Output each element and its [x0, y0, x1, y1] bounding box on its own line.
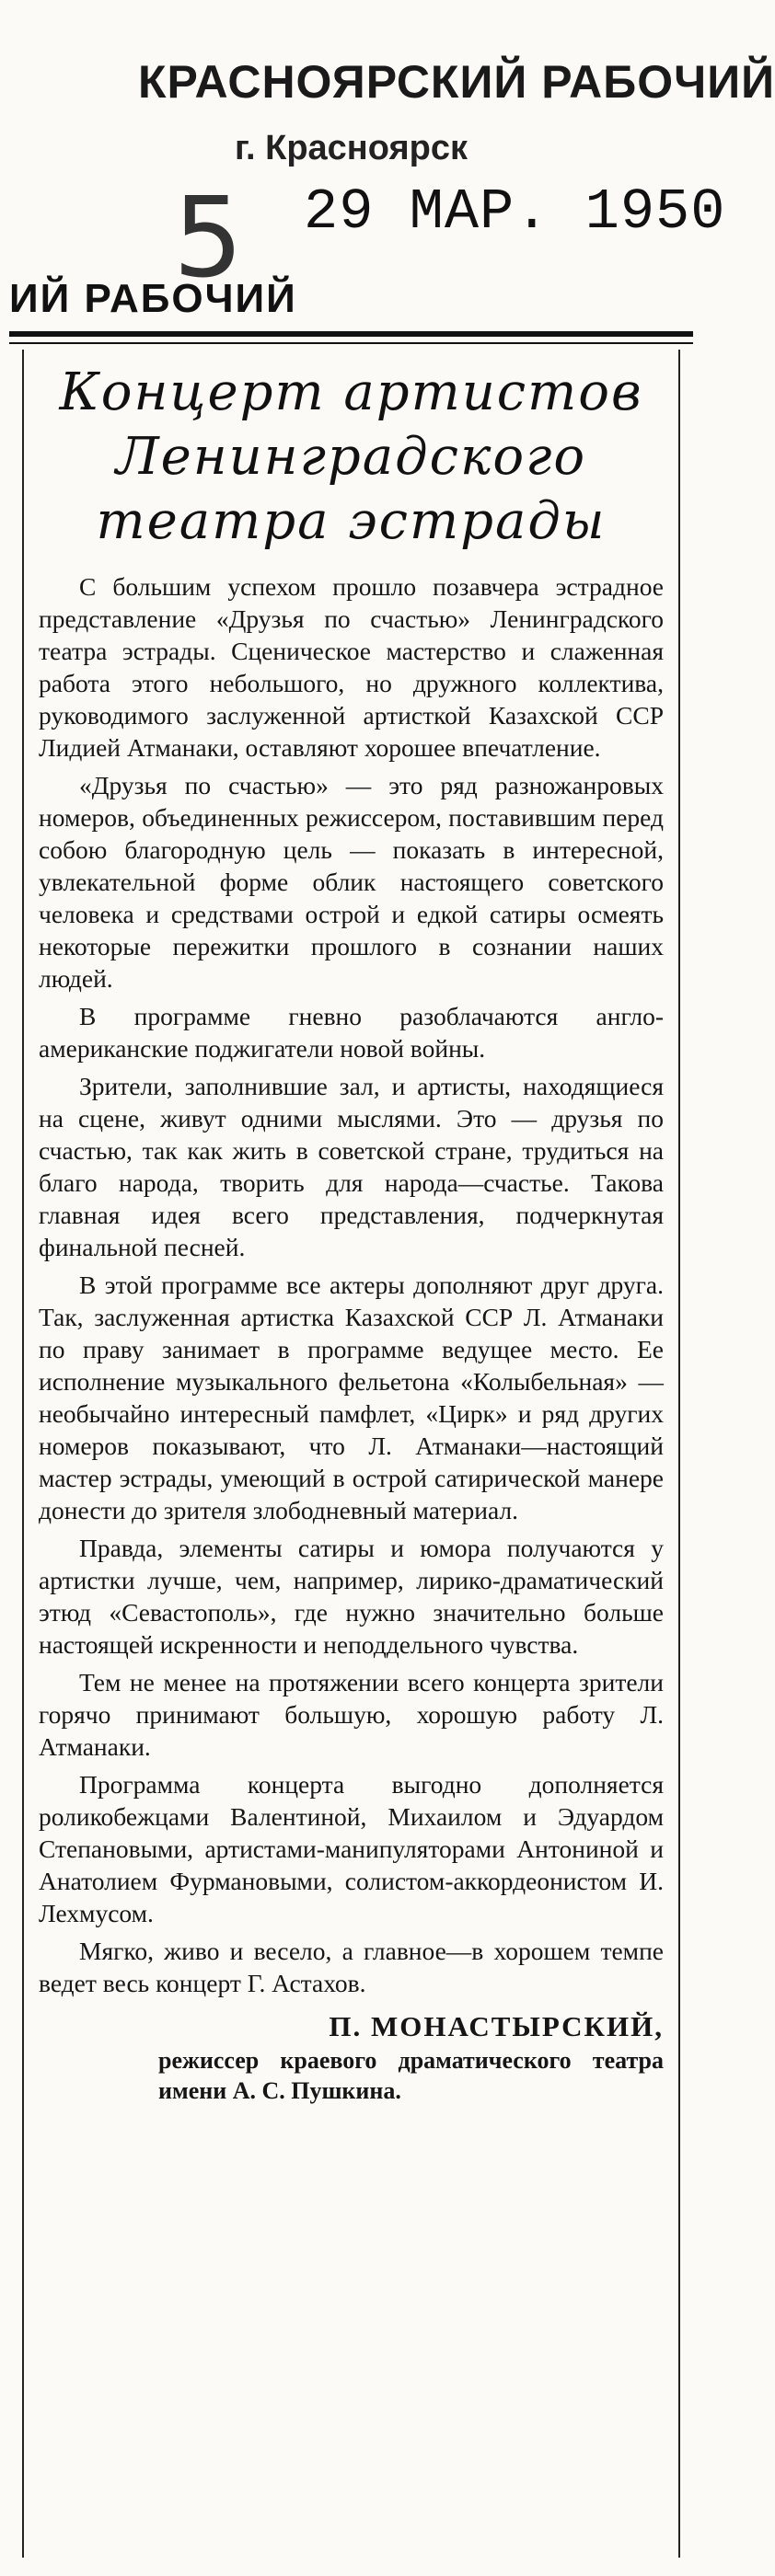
headline-line: Концерт артистов [59, 362, 643, 422]
masthead-rule [9, 331, 693, 337]
article-column [22, 350, 680, 2558]
stamp-city: г. Красноярск [235, 129, 468, 167]
article-paragraph: «Друзья по счастью» — это ряд разножанровых номеров, объединенных режиссером, поставившим перед собою благородную цель — показать в интересной, увлекательной форме облик настоящего советского человека и средствами острой и едкой сатиры осмеять некоторые пережитки прошлого в сознании наших людей. [39, 771, 664, 993]
article-headline [24, 361, 678, 554]
article-signature [24, 2005, 678, 2106]
stamp-newspaper-name: КРАСНОЯРСКИЙ РАБОЧИЙ [138, 56, 775, 108]
masthead-fragment: ИЙ РАБОЧИЙ [9, 276, 297, 321]
article-paragraph: В этой программе все актеры дополняют друг друга. Так, заслуженная артистка Казахской ССР Л. Атманаки по праву занимает в программе ведущее место. Ее исполнение музыкального фельетона «Колыбельная» — необычайно интересный памфлет, «Цирк» и ряд других номеров показывают, что Л. Атманаки—настоящий мастер эстрады, умеющий в острой сатирической манере донести до зрителя злободневный материал. [39, 1271, 664, 1524]
headline-line: театра эстрады [96, 491, 607, 551]
article-paragraph: С большим успехом прошло позавчера эстрадное представление «Друзья по счастью» Ленинградского театра эстрады. Сценическое мастерство и слаженная работа этого небольшого, но дружного коллектива, руководимого заслуженной артисткой Казахской ССР Лидией Атманаки, оставляют хорошее впечатление. [39, 572, 664, 762]
stamp-date: 29 МАР. 1950 [304, 179, 726, 245]
article-paragraph: Тем не менее на протяжении всего концерта зрители горячо принимают большую, хорошую работу Л. Атманаки. [39, 1668, 664, 1761]
article-paragraph: В программе гневно разоблачаются англо-американские поджигатели новой войны. [39, 1002, 664, 1063]
article-paragraph: Программа концерта выгодно дополняется роликобежцами Валентиной, Михаилом и Эдуардом Степановыми, артистами-манипуляторами Антониной и Анатолием Фурмановыми, солистом-аккордеонистом И. Лехмусом. [39, 1770, 664, 1927]
headline-line: Ленинградского [115, 427, 587, 487]
article-paragraph: Правда, элементы сатиры и юмора получаются у артистки лучше, чем, например, лирико-драматический этюд «Севастополь», где нужно значительно больше настоящей искренности и неподдельного чувства. [39, 1534, 664, 1659]
article-paragraph: Мягко, живо и весело, а главное—в хорошем темпе ведет весь концерт Г. Астахов. [39, 1937, 664, 1997]
author-role: режиссер краевого драматического театра имени А. С. Пушкина. [158, 2047, 664, 2104]
article-body [24, 570, 678, 1999]
article-paragraph: Зрители, заполнившие зал, и артисты, находящиеся на сцене, живут одними мыслями. Это — друзья по счастью, так как жить в советской стране, трудиться на благо народа, творить для народа—счастье. Такова главная идея всего представления, подчеркнутая финальной песней. [39, 1072, 664, 1261]
masthead-rule-thin [9, 342, 693, 344]
handwritten-number: 5 [173, 175, 244, 303]
author-name: П. МОНАСТЫРСКИЙ, [329, 2010, 664, 2042]
